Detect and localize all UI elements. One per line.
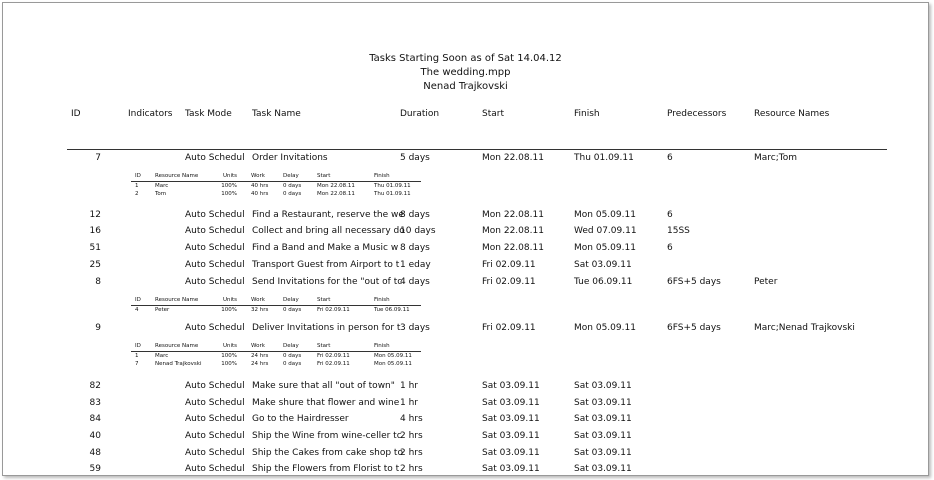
assignment-col-header: ID (135, 343, 141, 349)
assignment-cell: Fri 02.09.11 (317, 353, 350, 359)
task-start: Sat 03.09.11 (482, 414, 540, 424)
task-finish: Tue 06.09.11 (574, 277, 633, 287)
table-row[interactable] (3, 398, 928, 414)
table-row[interactable] (3, 226, 928, 242)
task-finish: Sat 03.09.11 (574, 414, 632, 424)
col-start: Start (482, 109, 504, 119)
assignment-col-header: Start (317, 297, 331, 303)
task-mode: Auto Schedul (185, 414, 245, 424)
task-id: 8 (95, 277, 101, 287)
task-start: Fri 02.09.11 (482, 323, 536, 333)
task-id: 51 (89, 243, 101, 253)
assignment-cell: 40 hrs (251, 191, 269, 197)
col-finish: Finish (574, 109, 600, 119)
assignment-cell: 7 (135, 361, 139, 367)
assignment-cell: 0 days (283, 353, 302, 359)
assignment-row (131, 182, 421, 190)
task-id: 16 (89, 226, 101, 236)
assignment-col-header: Resource Name (155, 297, 199, 303)
task-mode: Auto Schedul (185, 260, 245, 270)
assignment-cell: 4 (135, 307, 139, 313)
task-duration: 4 hrs (400, 414, 423, 424)
assignment-col-header: Work (251, 343, 265, 349)
task-start: Fri 02.09.11 (482, 260, 536, 270)
task-predecessors: 6FS+5 days (667, 323, 721, 333)
table-row[interactable] (3, 448, 928, 464)
task-start: Fri 02.09.11 (482, 277, 536, 287)
task-name: Ship the Cakes from cake shop to (252, 448, 403, 458)
task-duration: 8 days (400, 243, 430, 253)
task-id: 9 (95, 323, 101, 333)
task-mode: Auto Schedul (185, 323, 245, 333)
assignment-cell: 32 hrs (251, 307, 269, 313)
assignment-cell: Thu 01.09.11 (374, 191, 411, 197)
task-finish: Mon 05.09.11 (574, 323, 636, 333)
assignment-cell: 40 hrs (251, 183, 269, 189)
task-name: Make shure that flower and wine (252, 398, 400, 408)
assignment-cell: 24 hrs (251, 353, 269, 359)
assignment-col-header: Finish (374, 297, 390, 303)
table-row[interactable] (3, 414, 928, 430)
assignment-row (131, 360, 421, 368)
task-mode: Auto Schedul (185, 381, 245, 391)
task-duration: 3 days (400, 323, 430, 333)
assignment-col-header: Work (251, 297, 265, 303)
author-name: Nenad Trajkovski (423, 81, 508, 92)
task-duration: 1 eday (400, 260, 431, 270)
assignment-col-header: Work (251, 173, 265, 179)
col-task-name: Task Name (252, 109, 301, 119)
table-row[interactable] (3, 210, 928, 226)
task-id: 48 (89, 448, 101, 458)
task-duration: 4 days (400, 277, 430, 287)
task-resources: Marc;Nenad Trajkovski (754, 323, 855, 333)
assignment-cell: Thu 01.09.11 (374, 183, 411, 189)
col-task-mode: Task Mode (185, 109, 232, 119)
assignment-row (131, 190, 421, 198)
assignment-cell: 1 (135, 353, 139, 359)
task-duration: 10 days (400, 226, 436, 236)
assignment-col-header: Finish (374, 343, 390, 349)
task-mode: Auto Schedul (185, 226, 245, 236)
task-mode: Auto Schedul (185, 398, 245, 408)
task-duration: 1 hr (400, 381, 418, 391)
task-name: Find a Restaurant, reserve the we (252, 210, 404, 220)
assignment-cell: 100% (221, 361, 237, 367)
task-finish: Sat 03.09.11 (574, 448, 632, 458)
task-name: Transport Guest from Airport to t (252, 260, 400, 270)
assignment-cell: Mon 22.08.11 (317, 183, 355, 189)
assignment-col-header: Finish (374, 173, 390, 179)
assignment-col-header: Delay (283, 297, 299, 303)
task-id: 7 (95, 153, 101, 163)
task-duration: 1 hr (400, 398, 418, 408)
task-mode: Auto Schedul (185, 210, 245, 220)
assignment-cell: Nenad Trajkovski (155, 361, 202, 367)
task-resources: Peter (754, 277, 778, 287)
assignment-cell: 1 (135, 183, 139, 189)
task-finish: Sat 03.09.11 (574, 260, 632, 270)
assignment-col-header: ID (135, 173, 141, 179)
table-row[interactable] (3, 243, 928, 259)
task-finish: Mon 05.09.11 (574, 210, 636, 220)
assignment-col-header: Delay (283, 173, 299, 179)
task-predecessors: 6 (667, 210, 673, 220)
assignment-col-header: Delay (283, 343, 299, 349)
task-duration: 2 hrs (400, 448, 423, 458)
assignment-col-header: Resource Name (155, 173, 199, 179)
assignment-col-header: Units (222, 173, 237, 179)
task-finish: Wed 07.09.11 (574, 226, 637, 236)
assignment-col-header: Resource Name (155, 343, 199, 349)
task-name: Find a Band and Make a Music w (252, 243, 399, 253)
header-rule (67, 149, 887, 150)
task-name: Send Invitations for the "out of tc (252, 277, 403, 287)
assignment-cell: Fri 02.09.11 (317, 307, 350, 313)
assignment-cell: Mon 05.09.11 (374, 361, 412, 367)
assignment-cell: Mon 22.08.11 (317, 191, 355, 197)
task-mode: Auto Schedul (185, 464, 245, 474)
task-name: Go to the Hairdresser (252, 414, 349, 424)
task-id: 83 (89, 398, 101, 408)
assignment-col-header: Start (317, 173, 331, 179)
assignment-cell: 0 days (283, 191, 302, 197)
assignment-col-header: Start (317, 343, 331, 349)
task-finish: Thu 01.09.11 (574, 153, 634, 163)
assignment-header (131, 342, 421, 352)
task-mode: Auto Schedul (185, 277, 245, 287)
task-resources: Marc;Tom (754, 153, 798, 163)
task-name: Order Invitations (252, 153, 328, 163)
col-indicators: Indicators (128, 109, 173, 119)
table-row[interactable] (3, 323, 928, 339)
task-start: Sat 03.09.11 (482, 398, 540, 408)
task-id: 59 (89, 464, 101, 474)
task-start: Sat 03.09.11 (482, 381, 540, 391)
table-row[interactable] (3, 431, 928, 447)
table-row[interactable] (3, 277, 928, 293)
task-id: 40 (89, 431, 101, 441)
task-duration: 2 hrs (400, 464, 423, 474)
assignment-col-header: Units (222, 343, 237, 349)
assignment-col-header: Units (222, 297, 237, 303)
task-finish: Sat 03.09.11 (574, 464, 632, 474)
task-predecessors: 6FS+5 days (667, 277, 721, 287)
assignment-cell: 24 hrs (251, 361, 269, 367)
assignment-cell: 100% (221, 191, 237, 197)
assignment-cell: Tue 06.09.11 (374, 307, 410, 313)
assignment-cell: Marc (155, 353, 169, 359)
assignment-header (131, 296, 421, 306)
task-duration: 5 days (400, 153, 430, 163)
task-mode: Auto Schedul (185, 153, 245, 163)
task-finish: Sat 03.09.11 (574, 431, 632, 441)
assignment-cell: Marc (155, 183, 169, 189)
col-resource-names: Resource Names (754, 109, 830, 119)
task-finish: Sat 03.09.11 (574, 381, 632, 391)
assignment-cell: Fri 02.09.11 (317, 361, 350, 367)
table-row[interactable] (3, 260, 928, 276)
assignment-table (131, 172, 421, 198)
report-title: Tasks Starting Soon as of Sat 14.04.12 (369, 53, 562, 64)
task-mode: Auto Schedul (185, 243, 245, 253)
task-name: Ship the Flowers from Florist to t (252, 464, 400, 474)
task-start: Sat 03.09.11 (482, 464, 540, 474)
task-mode: Auto Schedul (185, 431, 245, 441)
task-start: Mon 22.08.11 (482, 153, 544, 163)
task-start: Sat 03.09.11 (482, 431, 540, 441)
task-start: Mon 22.08.11 (482, 243, 544, 253)
assignment-row (131, 306, 421, 314)
task-id: 25 (89, 260, 101, 270)
task-duration: 2 hrs (400, 431, 423, 441)
assignment-cell: 0 days (283, 361, 302, 367)
assignment-cell: 100% (221, 353, 237, 359)
col-duration: Duration (400, 109, 440, 119)
assignment-cell: 0 days (283, 183, 302, 189)
task-id: 82 (89, 381, 101, 391)
assignment-col-header: ID (135, 297, 141, 303)
task-name: Deliver Invitations in person for t (252, 323, 401, 333)
task-duration: 8 days (400, 210, 430, 220)
assignment-cell: Mon 05.09.11 (374, 353, 412, 359)
assignment-header (131, 172, 421, 182)
task-start: Mon 22.08.11 (482, 210, 544, 220)
task-mode: Auto Schedul (185, 448, 245, 458)
task-name: Collect and bring all necessary do (252, 226, 405, 236)
table-row[interactable] (3, 381, 928, 397)
assignment-cell: Tom (155, 191, 167, 197)
task-id: 12 (89, 210, 101, 220)
table-row[interactable] (3, 464, 928, 480)
task-name: Ship the Wine from wine-celler tc (252, 431, 402, 441)
col-predecessors: Predecessors (667, 109, 727, 119)
assignment-cell: 2 (135, 191, 139, 197)
col-id: ID (71, 109, 81, 119)
task-start: Sat 03.09.11 (482, 448, 540, 458)
task-predecessors: 15SS (667, 226, 690, 236)
table-row[interactable] (3, 153, 928, 169)
task-name: Make sure that all "out of town" (252, 381, 395, 391)
task-predecessors: 6 (667, 153, 673, 163)
assignment-cell: 100% (221, 183, 237, 189)
task-start: Mon 22.08.11 (482, 226, 544, 236)
task-predecessors: 6 (667, 243, 673, 253)
assignment-cell: 0 days (283, 307, 302, 313)
report-page (2, 2, 929, 476)
assignment-table (131, 342, 421, 368)
task-finish: Mon 05.09.11 (574, 243, 636, 253)
assignment-cell: Peter (155, 307, 170, 313)
task-finish: Sat 03.09.11 (574, 398, 632, 408)
project-file: The wedding.mpp (420, 67, 511, 78)
assignment-row (131, 352, 421, 360)
assignment-cell: 100% (221, 307, 237, 313)
task-id: 84 (89, 414, 101, 424)
assignment-table (131, 296, 421, 314)
